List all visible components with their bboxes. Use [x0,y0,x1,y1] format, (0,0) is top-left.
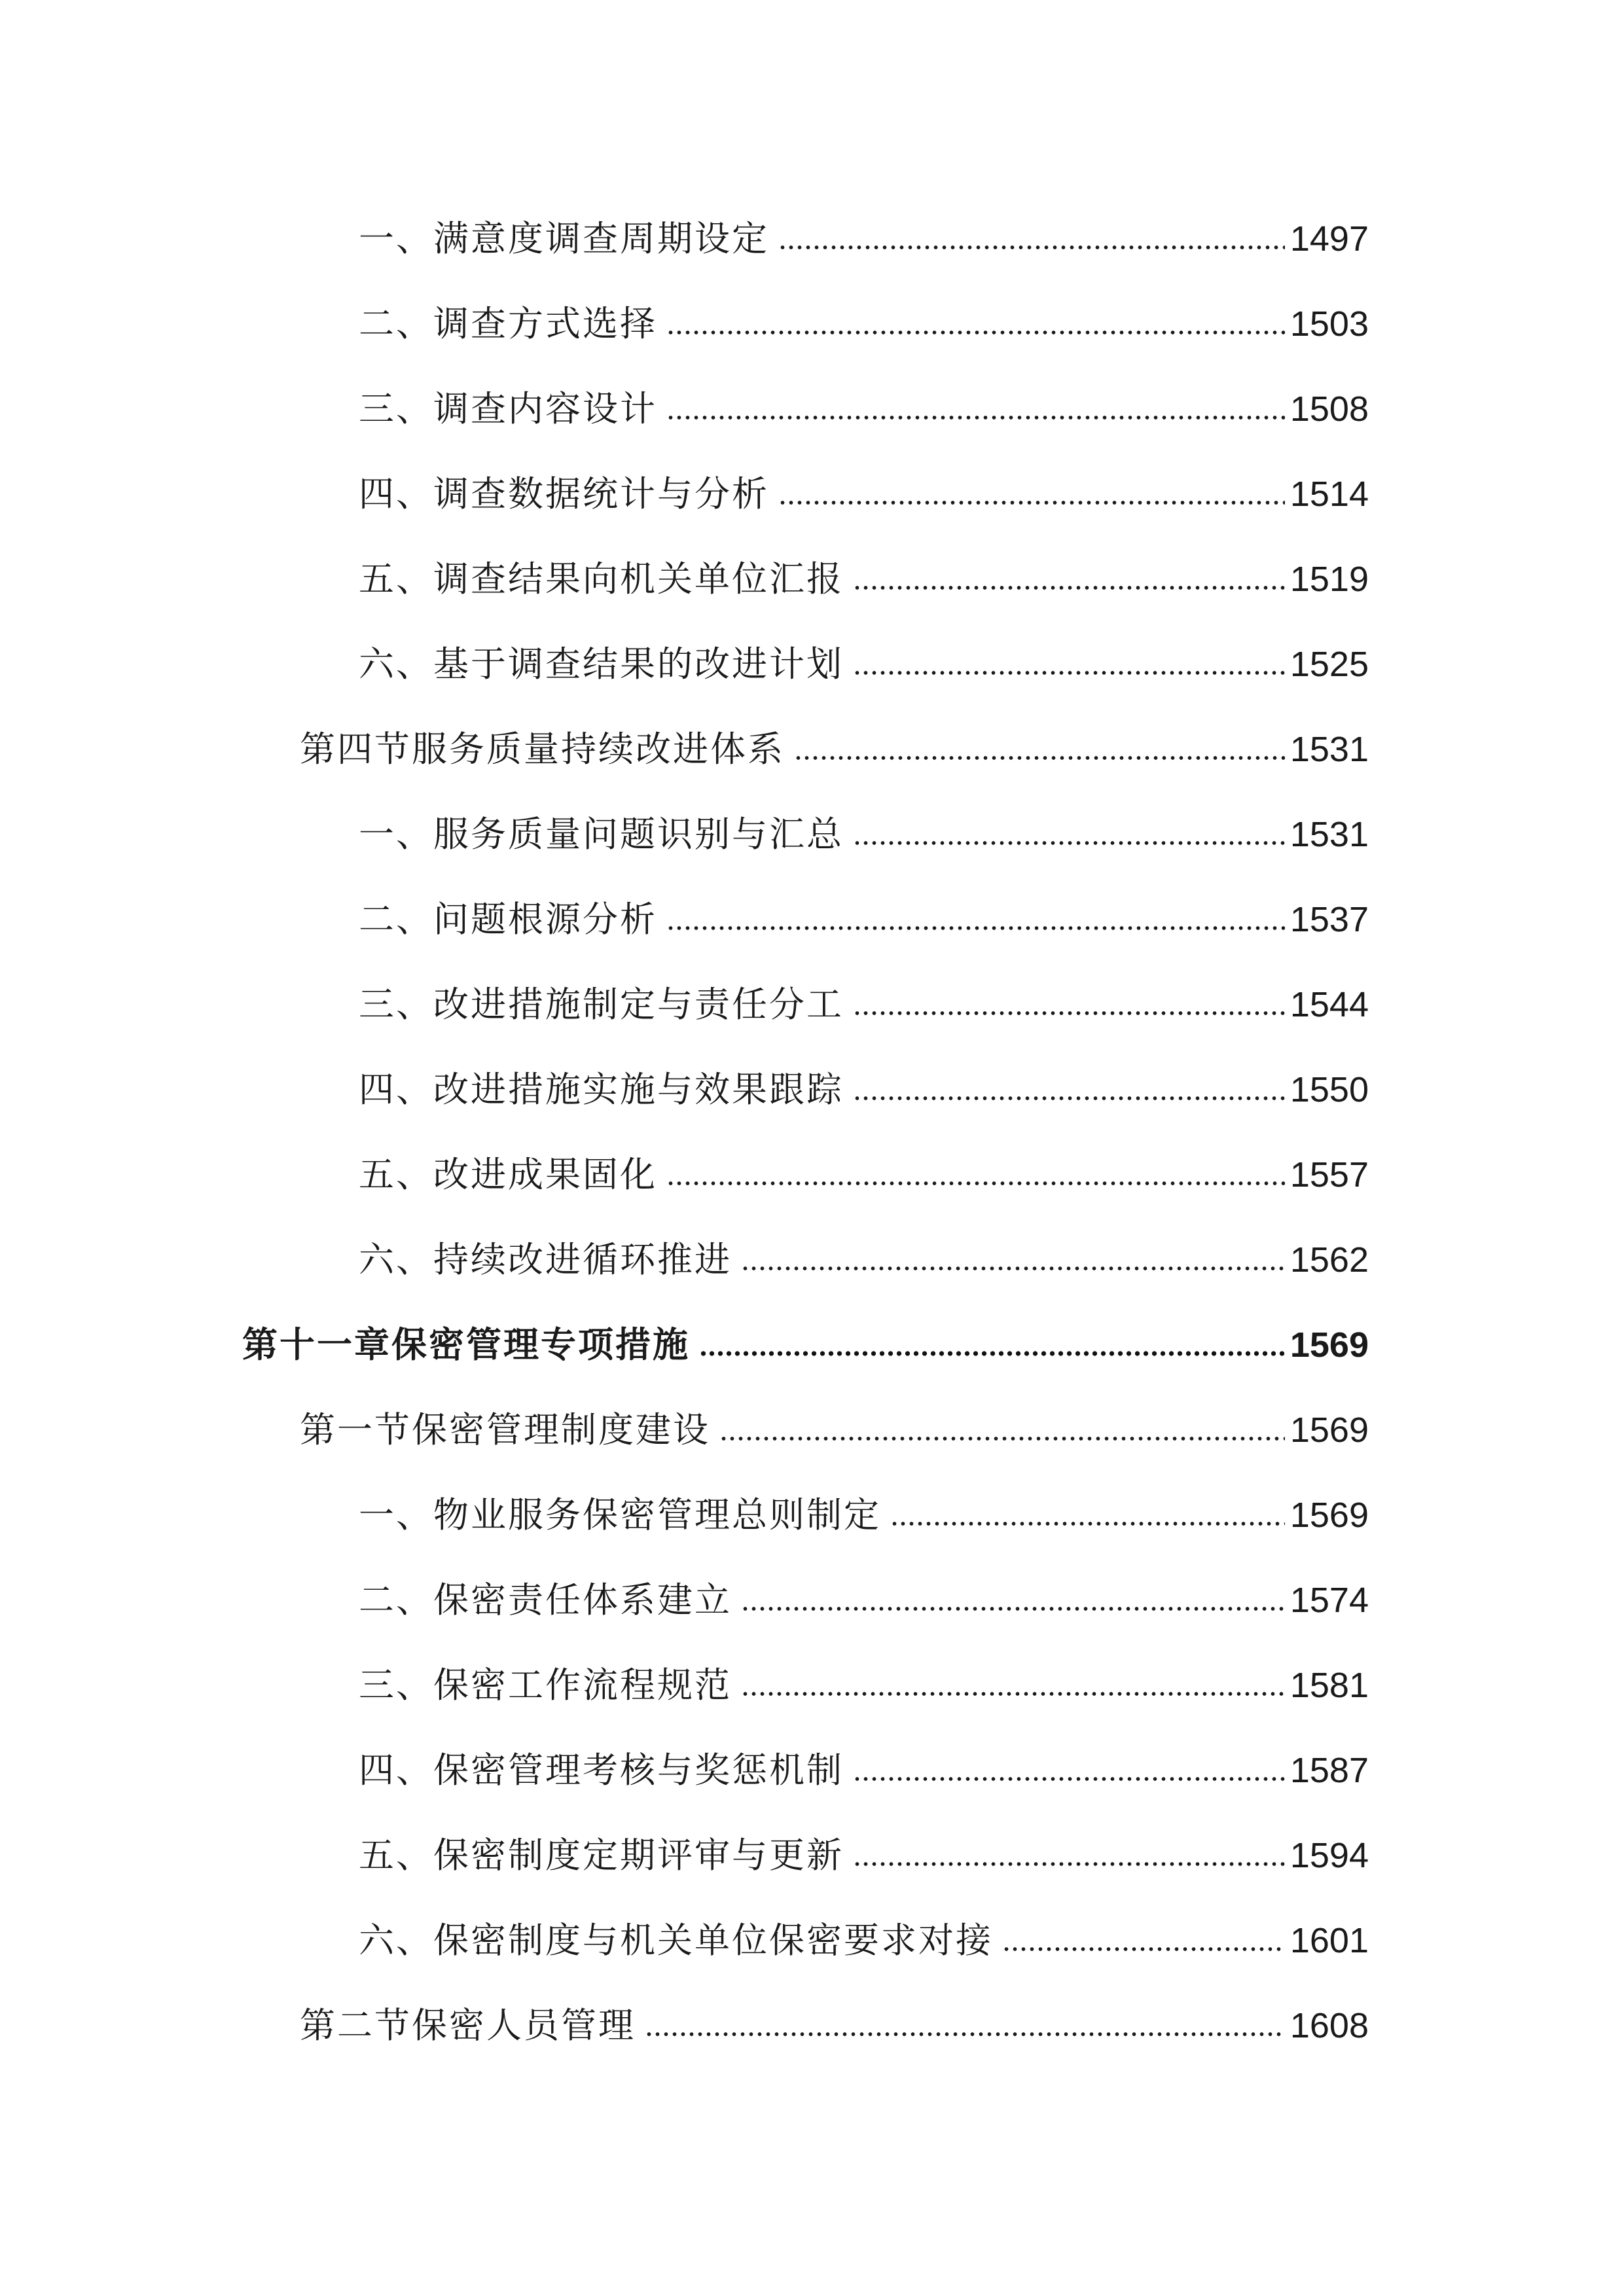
toc-entry-page: 1562 [1290,1240,1369,1280]
toc-entry-page: 1525 [1290,645,1369,684]
toc-entry-page: 1503 [1290,304,1369,344]
toc-entry-page: 1569 [1290,1410,1369,1450]
toc-entry-page: 1497 [1290,219,1369,259]
toc-entry-section[interactable] [300,723,1369,776]
toc-entry-page: 1594 [1290,1836,1369,1875]
toc-entry[interactable] [359,808,1369,861]
toc-entry[interactable] [359,213,1369,265]
toc-entry[interactable] [359,1064,1369,1116]
toc-dot-leader [853,834,1285,846]
toc-entry-title: 二、调查方式选择 [359,304,657,344]
toc-entry-page: 1569 [1290,1496,1369,1535]
toc-entry-section[interactable] [300,2000,1369,2052]
toc-entry[interactable] [359,978,1369,1031]
toc-entry-title: 三、改进措施制定与责任分工 [359,985,844,1024]
toc-entry[interactable] [359,1659,1369,1712]
toc-entry-title: 第一节保密管理制度建设 [300,1410,710,1450]
toc-dot-leader [853,1856,1285,1867]
toc-dot-leader [741,1685,1285,1697]
toc-entry[interactable] [359,893,1369,946]
toc-entry-title: 六、基于调查结果的改进计划 [359,645,844,684]
toc-entry[interactable] [359,1574,1369,1626]
toc-dot-leader [853,664,1285,676]
toc-entry[interactable] [359,298,1369,350]
toc-dot-leader [794,749,1285,761]
toc-entry[interactable] [359,553,1369,605]
toc-entry[interactable] [359,1914,1369,1967]
toc-entry[interactable] [359,638,1369,691]
toc-entry-title: 三、调查内容设计 [359,389,657,429]
toc-entry-title: 一、服务质量问题识别与汇总 [359,815,844,854]
toc-entry-page: 1537 [1290,900,1369,939]
toc-entry-title: 第十一章保密管理专项措施 [242,1325,690,1365]
toc-entry-title: 一、物业服务保密管理总则制定 [359,1496,881,1535]
toc-entry-page: 1557 [1290,1155,1369,1194]
toc-dot-leader [853,1770,1285,1782]
toc-dot-leader [666,1175,1285,1187]
toc-entry-page: 1581 [1290,1666,1369,1705]
toc-entry-page: 1601 [1290,1921,1369,1960]
toc-entry-title: 一、满意度调查周期设定 [359,219,769,259]
toc-entry-title: 六、持续改进循环推进 [359,1240,732,1280]
toc-dot-leader [778,239,1285,251]
toc-dot-leader [666,409,1285,421]
toc-entry[interactable] [359,1829,1369,1882]
toc-entry-title: 四、保密管理考核与奖惩机制 [359,1751,844,1790]
toc-dot-leader [890,1515,1285,1527]
toc-entry-page: 1550 [1290,1070,1369,1109]
toc-dot-leader [853,1090,1285,1102]
toc-entry-page: 1514 [1290,475,1369,514]
toc-entry-title: 三、保密工作流程规范 [359,1666,732,1705]
toc-dot-leader [741,1600,1285,1612]
toc-entry[interactable] [359,383,1369,435]
toc-entry-title: 五、保密制度定期评审与更新 [359,1836,844,1875]
toc-dot-leader [719,1430,1285,1442]
toc-entry[interactable] [359,1744,1369,1797]
toc-entry-title: 五、调查结果向机关单位汇报 [359,560,844,599]
toc-dot-leader [741,1260,1285,1272]
toc-dot-leader [645,2026,1285,2037]
toc-dot-leader [666,324,1285,336]
toc-entry[interactable] [359,1489,1369,1541]
toc-entry-page: 1574 [1290,1581,1369,1620]
toc-entry-page: 1544 [1290,985,1369,1024]
toc-entry[interactable] [359,1234,1369,1286]
toc-entry[interactable] [359,468,1369,520]
toc-entry-page: 1531 [1290,730,1369,769]
toc-dot-leader [778,494,1285,506]
toc-entry-page: 1531 [1290,815,1369,854]
toc-entry-page: 1519 [1290,560,1369,599]
toc-dot-leader [853,579,1285,591]
toc-entry-title: 第二节保密人员管理 [300,2006,636,2045]
toc-entry[interactable] [359,1149,1369,1201]
toc-entry-title: 二、保密责任体系建立 [359,1581,732,1620]
toc-dot-leader [699,1345,1285,1357]
toc-dot-leader [853,1005,1285,1016]
toc-entry-title: 四、改进措施实施与效果跟踪 [359,1070,844,1109]
toc-entry-title: 五、改进成果固化 [359,1155,657,1194]
toc-entry-page: 1508 [1290,389,1369,429]
toc-entry-page: 1608 [1290,2006,1369,2045]
toc-dot-leader [666,920,1285,931]
toc-entry-page: 1587 [1290,1751,1369,1790]
toc-entry-chapter[interactable] [242,1319,1369,1371]
toc-entry-title: 二、问题根源分析 [359,900,657,939]
toc-entry-title: 第四节服务质量持续改进体系 [300,730,785,769]
toc-entry-title: 四、调查数据统计与分析 [359,475,769,514]
toc-entry-title: 六、保密制度与机关单位保密要求对接 [359,1921,993,1960]
toc-dot-leader [1002,1941,1285,1952]
toc-entry-section[interactable] [300,1404,1369,1456]
toc-entry-page: 1569 [1290,1325,1369,1365]
